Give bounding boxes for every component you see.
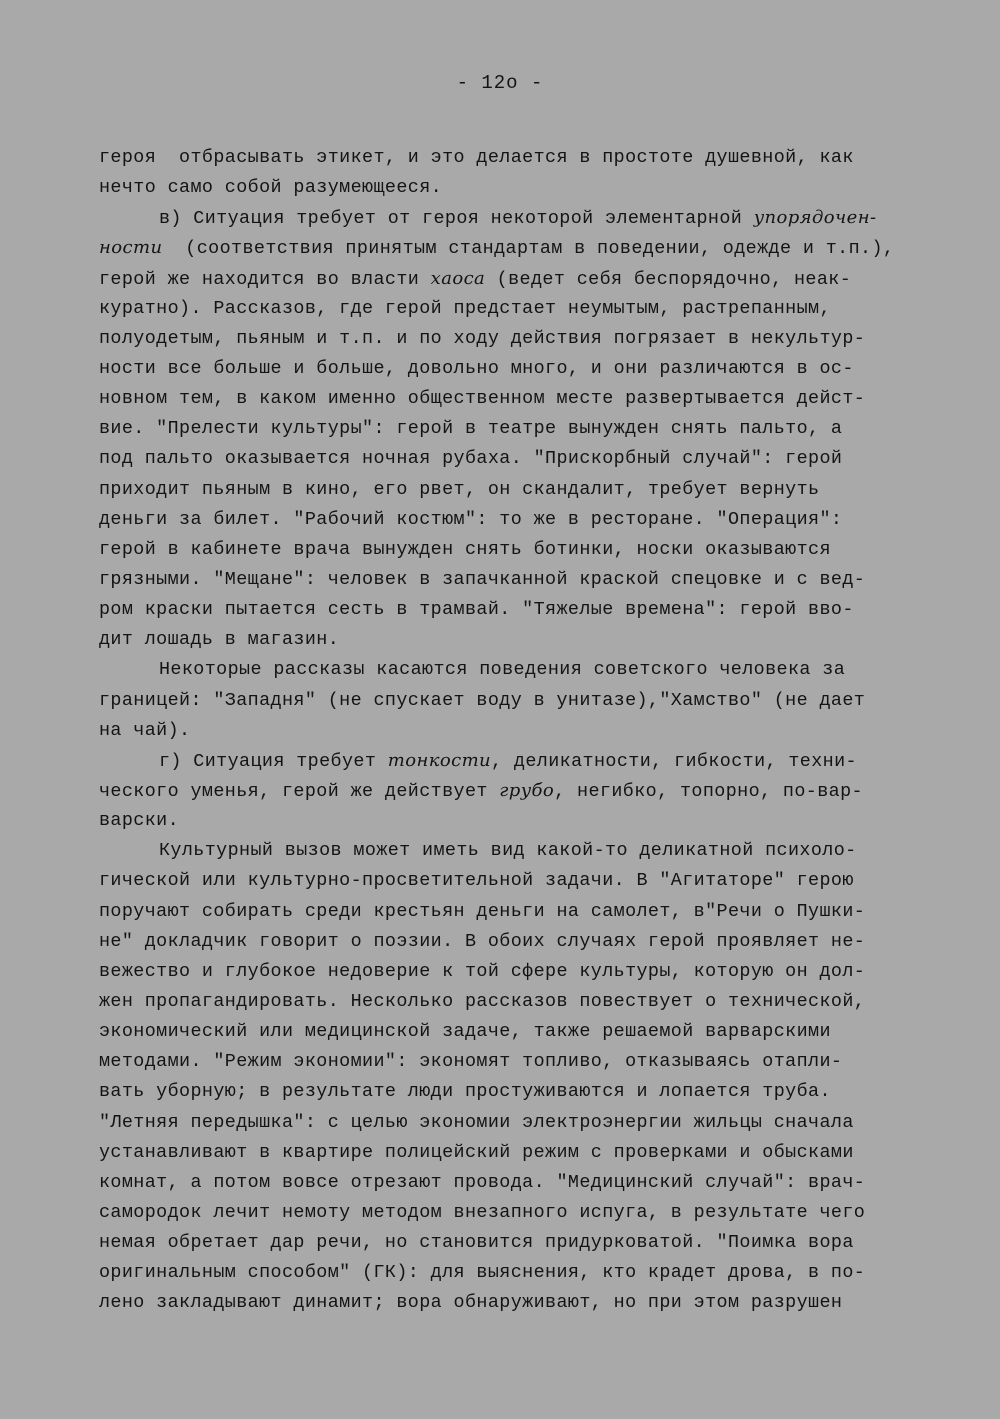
text-segment: (соответствия принятым стандартам в поведении, одежде и т.п.), [162,238,895,260]
body-text [99,143,909,1318]
text-segment: комнат, а потом вовсе отрезают провода. "Медицинский случай": врач- [99,1171,866,1193]
text-line [99,897,909,927]
text-segment: оригинальным способом" (ГК): для выяснения, кто крадет дрова, в по- [99,1262,866,1284]
text-line [99,927,909,957]
text-segment: герой в кабинете врача вынужден снять ботинки, носки оказываются [99,538,831,560]
text-line [99,746,909,776]
text-line [99,354,909,384]
text-segment: вать уборную; в результате люди простуживаются и лопается труба. [99,1081,831,1103]
text-line [99,324,909,354]
text-line [99,987,909,1017]
text-line [99,444,909,474]
text-line [99,143,909,173]
text-segment: вежество и глубокое недоверие к той сфере культуры, которую он дол- [99,960,866,982]
text-segment: ческого уменья, герой же действует [99,780,500,802]
text-segment: лено закладывают динамит; вора обнаруживают, но при этом разрушен [99,1292,843,1314]
text-line [99,1228,909,1258]
text-segment: экономический или медицинской задаче, также решаемой варварскими [99,1021,831,1043]
text-line [99,625,909,655]
text-line [99,716,909,746]
text-line [99,264,909,294]
text-segment: Некоторые рассказы касаются поведения советского человека за [159,659,846,681]
text-line [99,1017,909,1047]
text-segment: вие. "Прелести культуры": герой в театре вынужден снять пальто, а [99,418,843,440]
italic-term: грубо [499,779,555,801]
text-line [99,475,909,505]
text-segment: куратно). Рассказов, где герой предстает неумытым, растрепанным, [99,297,831,319]
italic-term: тонкости [387,749,492,771]
text-segment: герой же находится во власти [99,268,431,290]
text-segment: границей: "Западня" (не спускает воду в унитазе),"Хамство" (не дает [99,689,866,711]
text-segment: поручают собирать среди крестьян деньги на самолет, в"Речи о Пушки- [99,900,866,922]
text-segment: Культурный вызов может иметь вид какой-то деликатной психоло- [159,840,857,862]
text-segment: жен пропагандировать. Несколько рассказов повествует о технической, [99,990,866,1012]
text-line [99,173,909,203]
text-line [99,1108,909,1138]
text-segment: варски. [99,810,180,832]
text-line [99,836,909,866]
text-segment: дит лошадь в магазин. [99,629,340,651]
text-segment: приходит пьяным в кино, его рвет, он скандалит, требует вернуть [99,478,820,500]
text-line [99,565,909,595]
text-segment: "Летняя передышка": с целью экономии электроэнергии жильцы сначала [99,1111,854,1133]
text-line [99,1198,909,1228]
text-segment: грязными. "Мещане": человек в запачканной краской спецовке и с вед- [99,568,866,590]
text-line [99,595,909,625]
text-line [99,655,909,685]
text-line [99,957,909,987]
text-line [99,866,909,896]
text-line [99,1288,909,1318]
text-segment: нечто само собой разумеющееся. [99,177,443,199]
text-line [99,294,909,324]
text-line [99,414,909,444]
text-segment: полуодетым, пьяным и т.п. и по ходу действия погрязает в некультур- [99,327,866,349]
text-segment: немая обретает дар речи, но становится придурковатой. "Поимка вора [99,1232,854,1254]
text-line [99,806,909,836]
text-segment: под пальто оказывается ночная рубаха. "Прискорбный случай": герой [99,448,843,470]
italic-term: хаоса [430,267,486,289]
text-line [99,233,909,263]
text-segment: в) Ситуация требует от героя некоторой элементарной [159,208,754,230]
text-line [99,1047,909,1077]
text-line [99,505,909,535]
text-line [99,776,909,806]
text-segment: , деликатности, гибкости, техни- [491,750,857,772]
text-segment: , негибко, топорно, по-вар- [554,780,863,802]
text-line [99,1168,909,1198]
page-number: - 12o - [456,72,544,94]
text-line [99,535,909,565]
text-segment: на чай). [99,719,191,741]
italic-term: ности [99,237,163,259]
text-segment: устанавливают в квартире полицейский режим с проверками и обысками [99,1141,854,1163]
text-segment: гической или культурно-просветительной задачи. В "Агитаторе" герою [99,870,854,892]
text-segment: ности все больше и больше, довольно много, и они различаются в ос- [99,357,854,379]
text-segment: деньги за билет. "Рабочий костюм": то же в ресторане. "Операция": [99,508,843,530]
text-segment: методами. "Режим экономии": экономят топливо, отказываясь отапли- [99,1051,843,1073]
italic-term: упорядочен- [753,207,877,229]
text-line [99,384,909,414]
text-line [99,686,909,716]
text-line [99,1077,909,1107]
text-segment: героя отбрасывать этикет, и это делается в простоте душевной, как [99,147,854,168]
text-segment: ром краски пытается сесть в трамвай. "Тяжелые времена": герой вво- [99,599,854,621]
text-line [99,1138,909,1168]
text-segment: новном тем, в каком именно общественном месте развертывается дейст- [99,388,866,410]
text-line [99,1258,909,1288]
text-segment: (ведет себя беспорядочно, неак- [485,268,852,290]
text-line [99,203,909,233]
text-segment: не" докладчик говорит о поэзии. В обоих случаях герой проявляет не- [99,930,866,952]
text-segment: г) Ситуация требует [159,750,388,772]
text-segment: самородок лечит немоту методом внезапного испуга, в результате чего [99,1201,866,1223]
